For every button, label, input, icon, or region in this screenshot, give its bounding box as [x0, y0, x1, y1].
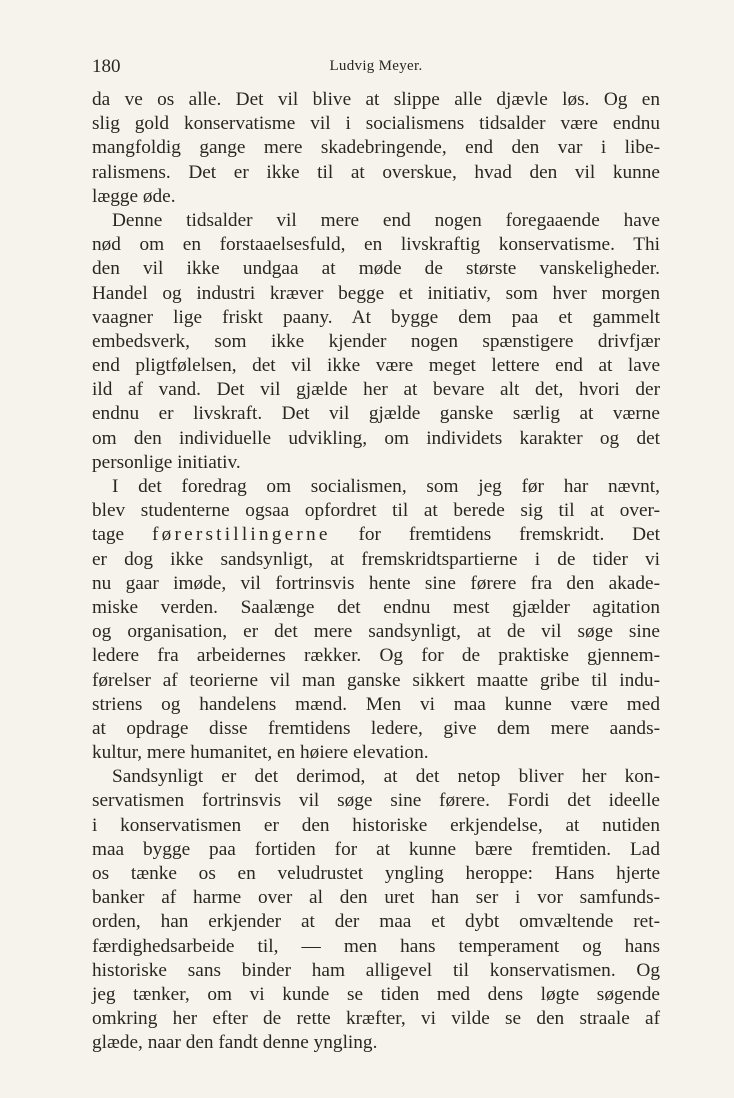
text-line: lægge øde.: [92, 185, 176, 207]
text-line: blev studenterne ogsaa opfordret til at berede sig til at over-: [92, 500, 660, 522]
emphasized-word: førerstillingerne: [151, 524, 331, 546]
text-line: nød om en forstaaelsesfuld, en livskraftig konservatisme. Thi: [92, 234, 660, 256]
text-line: orden, han erkjender at der maa et dybt omvæltende ret-: [92, 911, 660, 933]
text-line: nu gaar imøde, vil fortrinsvis hente sine førere fra den akade-: [92, 572, 660, 594]
text-line: Denne tidsalder vil mere end nogen foregaaende have: [112, 209, 660, 231]
text-segment: tage: [92, 524, 152, 546]
text-line: førelser af teorierne vil man ganske sikkert maatte gribe til indu-: [92, 669, 660, 691]
text-line: embedsverk, som ikke kjender nogen spænstigere drivfjær: [92, 330, 660, 352]
text-line: om den individuelle udvikling, om individets karakter og det: [92, 427, 660, 449]
text-line: da ve os alle. Det vil blive at slippe alle djævle løs. Og en: [92, 89, 660, 110]
text-line: er dog ikke sandsynligt, at fremskridtspartierne i de tider vi: [92, 548, 660, 570]
text-line: [92, 523, 660, 547]
text-line: ild af vand. Det vil gjælde her at bevare alt det, hvori der: [92, 379, 660, 401]
text-line: maa bygge paa fortiden for at kunne bære fremtiden. Lad: [92, 838, 660, 860]
text-line: end pligtfølelsen, det vil ikke være meget lettere end at lave: [92, 355, 660, 377]
text-line: og organisation, er det mere sandsynligt, at de vil søge sine: [92, 621, 660, 643]
text-line: den vil ikke undgaa at møde de største vanskeligheder.: [92, 258, 660, 280]
text-line: servatismen fortrinsvis vil søge sine førere. Fordi det ideelle: [92, 790, 660, 812]
text-line: os tænke os en veludrustet yngling heroppe: Hans hjerte: [92, 863, 660, 884]
text-line: i konservatismen er den historiske erkjendelse, at nutiden: [92, 814, 660, 836]
text-line: miske verden. Saalænge det endnu mest gjælder agitation: [92, 596, 660, 618]
text-line: omkring her efter de rette kræfter, vi vilde se den straale af: [92, 1008, 660, 1030]
text-line: kultur, mere humanitet, en høiere elevation.: [92, 742, 429, 764]
page-number: 180: [92, 56, 121, 77]
text-line: Handel og industri kræver begge et initiativ, som hver morgen: [92, 282, 660, 304]
text-line: færdighedsarbeide til, — men hans temperament og hans: [92, 935, 660, 957]
text-line: vaagner lige friskt paany. At bygge dem paa et gammelt: [92, 306, 660, 328]
text-line: jeg tænker, om vi kunde se tiden med dens løgte søgende: [92, 983, 660, 1005]
text-line: personlige initiativ.: [92, 451, 241, 473]
text-segment: for fremtidens fremskridt. Det: [330, 524, 660, 546]
text-line: striens og handelens mænd. Men vi maa kunne være med: [92, 693, 660, 715]
text-line: mangfoldig gange mere skadebringende, end den var i libe-: [92, 137, 660, 159]
text-line: Sandsynligt er det derimod, at det netop bliver her kon-: [112, 766, 660, 788]
text-line: I det foredrag om socialismen, som jeg før har nævnt,: [112, 476, 660, 497]
body-text: [92, 88, 660, 1056]
text-line: at opdrage disse fremtidens ledere, give dem mere aands-: [92, 717, 660, 739]
text-line: endnu er livskraft. Det vil gjælde ganske særlig at værne: [92, 403, 660, 425]
text-line: ledere fra arbeidernes rækker. Og for de praktiske gjennem-: [92, 645, 660, 667]
page-header: [92, 56, 660, 80]
running-head: Ludvig Meyer.: [329, 58, 423, 74]
text-line: glæde, naar den fandt denne yngling.: [92, 1032, 378, 1054]
text-line: banker af harme over al den uret han ser i vor samfunds-: [92, 887, 660, 909]
text-line: ralismens. Det er ikke til at overskue, hvad den vil kunne: [92, 161, 660, 183]
text-line: slig gold konservatisme vil i socialismens tidsalder være endnu: [92, 113, 660, 135]
text-line: historiske sans binder ham alligevel til konservatismen. Og: [92, 959, 660, 981]
